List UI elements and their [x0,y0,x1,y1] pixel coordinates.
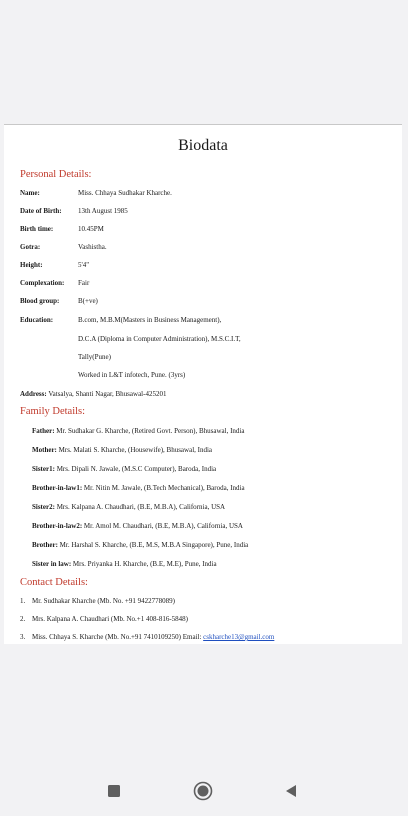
family-value: Mrs. Priyanka H. Kharche, (B.E, M.E), Pune, India [72,560,217,568]
back-button[interactable] [281,783,301,803]
family-row [32,484,245,492]
home-button[interactable] [193,783,213,803]
family-row [32,522,243,530]
viewer-top-blank [0,0,408,124]
contact-details-heading: Contact Details: [20,577,88,588]
family-value: Mrs. Malati S. Kharche, (Housewife), Bhusawal, India [58,446,213,454]
address-value: Vatsalya, Shanti Nagar, Bhusawal-425201 [48,390,167,398]
family-row [32,446,212,454]
address-row [20,390,166,398]
document-title: Biodata [178,137,228,154]
contact-text: Mrs. Kalpana A. Chaudhari (Mb. No.+1 408-816-5848) [32,615,188,623]
field-value: Miss. Chhaya Sudhakar Kharche. [78,189,172,197]
family-row [32,541,248,549]
email-link[interactable]: cskharche13@gmail.com [203,633,275,641]
family-value: Mr. Harshal S. Kharche, (B.E, M.S, M.B.A Singapore), Pune, India [59,541,249,549]
field-value: 10.45PM [78,225,104,233]
family-value: Mr. Sudhakar G. Kharche, (Retired Govt. Person), Bhusawal, India [56,427,245,435]
field-label: Gotra: [20,243,41,251]
system-navigation-bar [0,766,408,816]
field-value: 5'4" [78,261,90,269]
family-label: Brother-in-law2: [32,522,83,530]
family-row [32,465,216,473]
personal-details-heading: Personal Details: [20,169,92,180]
family-details-heading: Family Details: [20,406,86,417]
education-line: Tally(Pune) [78,353,111,361]
field-value: 13th August 1985 [78,207,128,215]
family-value: Mr. Nitin M. Jawale, (B.Tech Mechanical), Baroda, India [83,484,245,492]
field-value: Fair [78,279,90,287]
family-row [32,560,217,568]
education-line: D.C.A (Diploma in Computer Administration), M.S.C.I.T, [78,335,241,343]
field-label: Education: [20,316,54,324]
family-label: Sister1: [32,465,55,473]
family-value: Mr. Amol M. Chaudhari, (B.E, M.B.A), California, USA [83,522,243,530]
contact-text: Mr. Sudhakar Kharche (Mb. No. +91 9422778089) [32,597,175,605]
family-row [32,427,244,435]
education-line: Worked in L&T infotech, Pune. (3yrs) [78,371,186,379]
family-label: Brother-in-law1: [32,484,83,492]
family-label: Brother: [32,541,58,549]
field-label: Complexation: [20,279,65,287]
field-label: Height: [20,261,43,269]
field-value: B(+ve) [78,297,98,305]
field-label: Date of Birth: [20,207,62,215]
family-label: Sister in law: [32,560,72,568]
triangle-back-icon [284,784,298,803]
field-value: B.com, M.B.M(Masters in Business Management), [78,316,222,324]
contact-number: 3. [20,633,26,641]
family-label: Mother: [32,446,57,454]
family-label: Father: [32,427,55,435]
contact-text: Miss. Chhaya S. Kharche (Mb. No.+91 7410109250) Email: [32,633,204,641]
field-value: Vashistha. [78,243,107,251]
circle-home-icon [193,781,213,806]
family-value: Mrs. Dipali N. Jawale, (M.S.C Computer), Baroda, India [56,465,217,473]
family-label: Sister2: [32,503,55,511]
field-label: Name: [20,189,40,197]
contact-item [20,597,175,605]
contact-number: 2. [20,615,26,623]
field-label: Blood group: [20,297,60,305]
square-icon [107,784,121,803]
address-label: Address: [20,390,47,398]
family-value: Mrs. Kalpana A. Chaudhari, (B.E, M.B.A), California, USA [56,503,226,511]
contact-number: 1. [20,597,26,605]
document-page[interactable] [4,124,402,646]
field-label: Birth time: [20,225,54,233]
family-row [32,503,225,511]
contact-item [20,633,274,641]
recents-button[interactable] [104,783,124,803]
contact-item [20,615,188,623]
